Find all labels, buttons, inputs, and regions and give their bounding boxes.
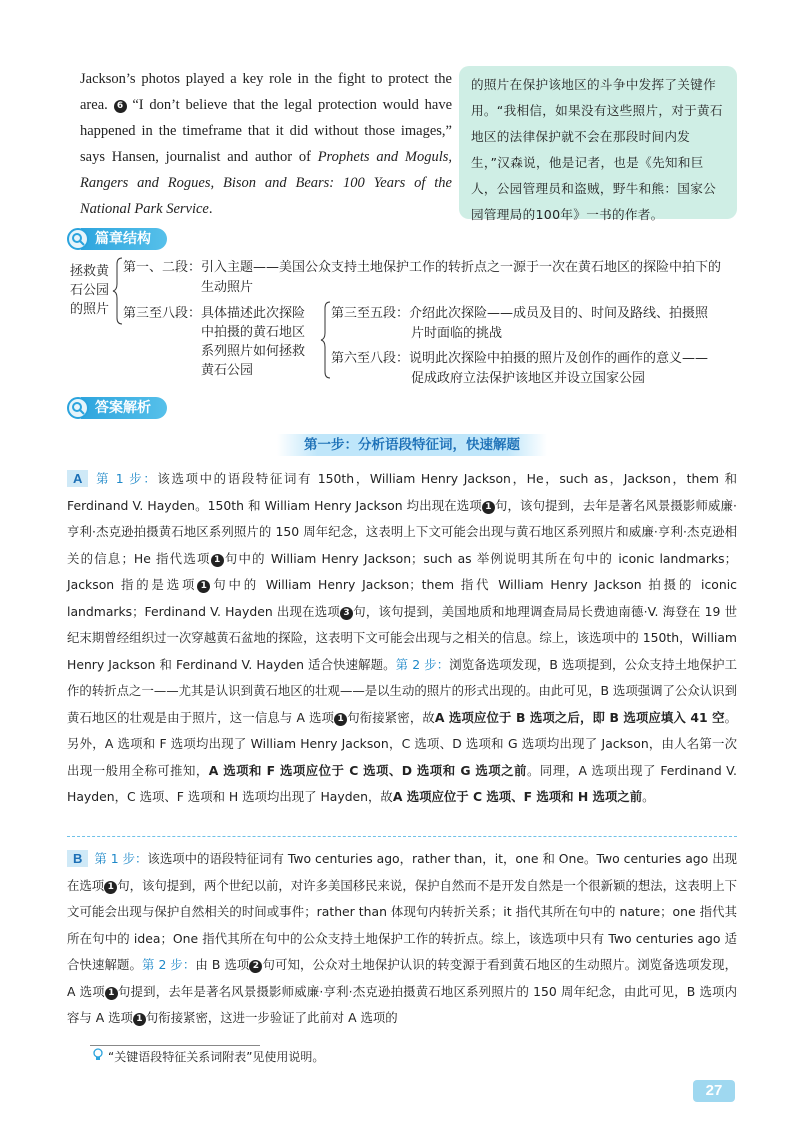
footnote: “关键语段特征关系词附表”见使用说明。 xyxy=(92,1048,324,1065)
sentence-number-badge: 6 xyxy=(114,100,127,113)
analysis-paragraph-b: B 第 1 步：该选项中的语段特征词有 Two centuries ago，rather than，it，one 和 One。Two centuries ago 出现在选项 1 句，该句提到，两个世纪以前，对许多美国移民来说，保护自然而不是开发自然是一个很新颖的想法，这表明上下文可能会出现与保护自然相关的时间或事件；rather than 体现句内转折关系；it 指代其所在句中的 nature；one 指代其所在句中的 idea；One 指代其所在句中的公众支持土地保护工作的转折点。综上，该选项中只有 Two centuries ago 适合快速解题。第 2 步：由 B 选项 2 句可知，公众对土地保护认识的转变源于看到黄石地区的生动照片。浏览备选项发现，A 选项 1 句提到，去年是著名风景摄影师威廉·亨利·杰克逊拍摄黄石地区系列照片的 150 周年纪念，由此可见，B 选项内容与 A 选项 1 句衔接紧密，这进一步验证了此前对 A 选项的 xyxy=(67,851,738,1025)
dashed-divider xyxy=(67,836,737,837)
structure-root: 拯救黄 石公园 的照片 xyxy=(70,264,110,317)
structure-sub-2: 第六至八段：说明此次探险中拍摄的照片及创作的画作的意义—— xyxy=(331,351,709,366)
translation-box: 的照片在保护该地区的斗争中发挥了关键作用。“我相信，如果没有这些照片，对于黄石地区的法律保护就不会在那段时间内发生，”汉森说，他是记者，也是《先知和巨人，公园管理员和盗贼，野牛和熊：国家公园管理局的100年》一书的作者。 xyxy=(459,66,737,219)
footnote-rule xyxy=(90,1045,260,1046)
english-passage: Jackson’s photos played a key role in the fight to protect the area. 6 “I don’t believe that the legal protection would have happened in the timeframe that it did without those images,” says Hansen, journalist and author of Prophets and Moguls, Rangers and Rogues, Bison and Bears: 100 Years of the National Park Service. xyxy=(80,71,453,217)
sentence-number-badge: 1 xyxy=(197,580,210,593)
option-tag-b: B xyxy=(67,850,88,867)
structure-branch-2-desc: 具体描述此次探险 中拍摄的黄石地区 系列照片如何拯救 黄石公园 xyxy=(201,306,306,378)
section-header-structure: 篇章结构 xyxy=(67,228,167,250)
option-tag-a: A xyxy=(67,470,88,487)
sentence-number-badge: 1 xyxy=(104,881,117,894)
sentence-number-badge: 1 xyxy=(133,1013,146,1026)
structure-branch-1: 第一、二段：引入主题——美国公众支持土地保护工作的转折点之一源于一次在黄石地区的探险中拍下的 xyxy=(123,260,722,275)
lightbulb-icon xyxy=(92,1048,104,1065)
sentence-number-badge: 1 xyxy=(105,987,118,1000)
section-header-answer: 答案解析 xyxy=(67,397,167,419)
structure-sub-1: 第三至五段：介绍此次探险——成员及目的、时间及路线、拍摄照 xyxy=(331,306,709,321)
magnifier-icon xyxy=(67,397,89,419)
structure-branch-2-label: 第三至八段： xyxy=(123,306,202,321)
magnifier-icon xyxy=(67,228,89,250)
step-banner: 第一步：分析语段特征词，快速解题 xyxy=(277,434,547,456)
book-title: Prophets and Moguls, Rangers and Rogues, Bison and Bears: 100 Years of the National Park Service xyxy=(80,149,452,217)
sentence-number-badge: 1 xyxy=(334,713,347,726)
sentence-number-badge: 1 xyxy=(211,554,224,567)
sentence-number-badge: 3 xyxy=(340,607,353,620)
page-number: 27 xyxy=(693,1080,735,1102)
sentence-number-badge: 2 xyxy=(249,960,262,973)
sentence-number-badge: 1 xyxy=(482,501,495,514)
analysis-paragraph-a: A 第 1 步：该选项中的语段特征词有 150th，William Henry Jackson，He，such as，Jackson，them 和 Ferdinand V. Hayden。150th 和 William Henry Jackson 均出现在选项 1 句，该句提到，去年是著名风景摄影师威廉·亨利·杰克逊拍摄黄石地区系列照片的 150 周年纪念，这表明上下文可能会出现与黄石地区系列照片和威廉·亨利·杰克逊相关的信息；He 指代选项 1 句中的 William Henry Jackson；such as 举例说明其所在句中的 iconic landmarks；Jackson 指的是选项 1 句中的 William Henry Jackson；them 指代 William Henry Jackson 拍摄的 iconic landmarks；Ferdinand V. Hayden 出现在选项 3 句，该句提到，美国地质和地理调查局局长费迪南德·V. 海登在 19 世纪末期曾经组织过一次穿越黄石盆地的探险，这表明下文可能会出现与之相关的信息。综上，该选项中的 150th，William Henry Jackson 和 Ferdinand V. Hayden 适合快速解题。第 2 步：浏览备选项发现，B 选项提到，公众支持土地保护工作的转折点之一——尤其是认识到黄石地区的壮观——是以生动的照片的形式出现的。由此可见，B 选项强调了公众认识到黄石地区的壮观是由于照片，这一信息与 A 选项 1 句衔接紧密，故A 选项应位于 B 选项之后，即 B 选项应填入 41 空。另外，A 选项和 F 选项均出现了 William Henry Jackson，C 选项、D 选项和 G 选项均出现了 Jackson，由人名第一次出现一般用全称可推知，A 选项和 F 选项应位于 C 选项、D 选项和 G 选项之前。同理，A 选项出现了 Ferdinand V. Hayden，C 选项、F 选项和 H 选项均出现了 Hayden，故A 选项应位于 C 选项、F 选项和 H 选项之前。 xyxy=(67,471,738,804)
